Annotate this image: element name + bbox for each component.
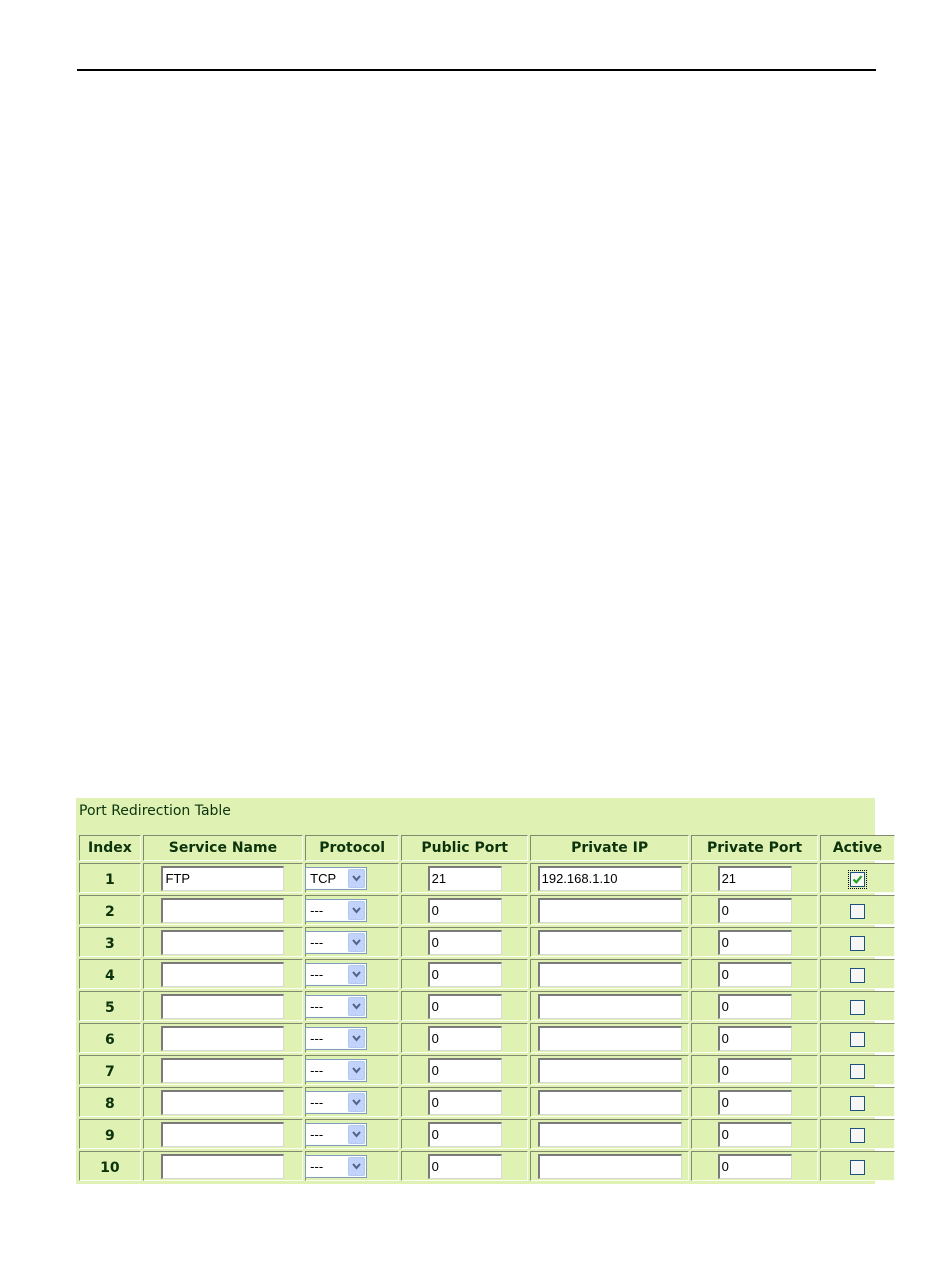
private-ip-cell (530, 895, 689, 925)
service-name-cell (143, 959, 303, 989)
service-name-input[interactable] (161, 930, 284, 955)
private-ip-cell (530, 1055, 689, 1085)
protocol-select[interactable] (305, 867, 367, 890)
private-port-input[interactable]: 0 (718, 1090, 792, 1115)
private-ip-input[interactable] (538, 962, 682, 987)
public-port-cell (401, 863, 528, 893)
protocol-select-value: --- (310, 934, 324, 950)
public-port-cell (401, 991, 528, 1021)
public-port-input[interactable]: 0 (428, 1090, 502, 1115)
public-port-cell (401, 1151, 528, 1181)
row-index: 1 (105, 871, 115, 888)
protocol-select-value: --- (310, 966, 324, 982)
active-checkbox[interactable] (850, 968, 865, 983)
active-cell (820, 1151, 895, 1181)
private-ip-cell (530, 1023, 689, 1053)
service-name-cell (143, 863, 303, 893)
protocol-select-value: --- (310, 998, 324, 1014)
protocol-select-value: --- (310, 902, 324, 918)
private-ip-input[interactable] (538, 898, 682, 923)
public-port-input[interactable]: 0 (428, 1122, 502, 1147)
private-port-cell (691, 1055, 818, 1085)
active-checkbox[interactable] (850, 1160, 865, 1175)
private-port-input[interactable]: 0 (718, 898, 792, 923)
private-port-cell (691, 895, 818, 925)
service-name-input[interactable] (161, 1154, 284, 1179)
private-ip-input[interactable] (538, 994, 682, 1019)
column-header-private-port: Private Port (691, 835, 818, 861)
private-ip-input[interactable] (538, 1090, 682, 1115)
table-body (79, 863, 895, 1181)
public-port-cell (401, 927, 528, 957)
private-ip-cell (530, 863, 689, 893)
protocol-cell (305, 927, 399, 957)
service-name-input[interactable] (161, 994, 284, 1019)
public-port-input[interactable]: 21 (428, 866, 502, 891)
private-port-cell (691, 1151, 818, 1181)
service-name-input[interactable] (161, 1058, 284, 1083)
column-header-active: Active (820, 835, 895, 861)
active-cell (820, 991, 895, 1021)
protocol-cell (305, 1087, 399, 1117)
index-cell (79, 1087, 141, 1117)
private-ip-input[interactable] (538, 1122, 682, 1147)
service-name-cell (143, 895, 303, 925)
private-port-cell (691, 1119, 818, 1149)
protocol-select[interactable] (305, 899, 367, 922)
table-row (79, 991, 895, 1021)
private-port-cell (691, 1087, 818, 1117)
row-index: 10 (100, 1159, 120, 1176)
table-row (79, 1119, 895, 1149)
active-checkbox[interactable] (850, 1128, 865, 1143)
private-ip-input[interactable] (538, 1026, 682, 1051)
table-row (79, 1087, 895, 1117)
active-cell (820, 863, 895, 893)
protocol-select-value: --- (310, 1030, 324, 1046)
chevron-down-icon[interactable] (348, 933, 365, 952)
private-port-input[interactable]: 0 (718, 930, 792, 955)
public-port-cell (401, 1023, 528, 1053)
protocol-select-value: --- (310, 1158, 324, 1174)
service-name-cell (143, 927, 303, 957)
private-ip-cell (530, 991, 689, 1021)
private-ip-input[interactable] (538, 930, 682, 955)
service-name-input[interactable] (161, 1026, 284, 1051)
private-ip-cell (530, 927, 689, 957)
row-index: 5 (105, 999, 115, 1016)
row-index: 8 (105, 1095, 115, 1112)
public-port-input[interactable]: 0 (428, 930, 502, 955)
protocol-select[interactable] (305, 1091, 367, 1114)
protocol-select[interactable] (305, 963, 367, 986)
table-header-row (79, 835, 895, 861)
public-port-cell (401, 1087, 528, 1117)
private-port-cell (691, 863, 818, 893)
active-checkbox[interactable] (850, 936, 865, 951)
private-ip-cell (530, 1119, 689, 1149)
row-index: 7 (105, 1063, 115, 1080)
private-port-input[interactable]: 0 (718, 1122, 792, 1147)
public-port-input[interactable]: 0 (428, 962, 502, 987)
protocol-select[interactable] (305, 1155, 367, 1178)
active-cell (820, 959, 895, 989)
active-checkbox[interactable] (850, 1064, 865, 1079)
private-ip-cell (530, 959, 689, 989)
private-ip-input[interactable] (538, 1058, 682, 1083)
service-name-cell (143, 1023, 303, 1053)
public-port-input[interactable]: 0 (428, 1058, 502, 1083)
active-checkbox[interactable] (850, 872, 865, 887)
private-ip-cell (530, 1151, 689, 1181)
service-name-input[interactable]: FTP (161, 866, 284, 891)
chevron-down-icon[interactable] (348, 1061, 365, 1080)
chevron-down-icon[interactable] (348, 965, 365, 984)
index-cell (79, 1055, 141, 1085)
active-cell (820, 1023, 895, 1053)
protocol-cell (305, 1119, 399, 1149)
active-cell (820, 927, 895, 957)
public-port-cell (401, 1119, 528, 1149)
private-ip-input[interactable] (538, 1154, 682, 1179)
row-index: 2 (105, 903, 115, 920)
private-port-input[interactable]: 0 (718, 1058, 792, 1083)
column-header-private-ip: Private IP (530, 835, 689, 861)
index-cell (79, 1151, 141, 1181)
private-port-cell (691, 1023, 818, 1053)
protocol-cell (305, 959, 399, 989)
private-ip-input[interactable]: 192.168.1.10 (538, 866, 682, 891)
public-port-input[interactable]: 0 (428, 994, 502, 1019)
index-cell (79, 863, 141, 893)
column-header-public-port: Public Port (401, 835, 528, 861)
protocol-cell (305, 1023, 399, 1053)
index-cell (79, 1119, 141, 1149)
protocol-cell (305, 1055, 399, 1085)
active-cell (820, 1087, 895, 1117)
panel-title: Port Redirection Table (79, 803, 231, 819)
table-row (79, 1151, 895, 1181)
protocol-select[interactable] (305, 1059, 367, 1082)
service-name-input[interactable] (161, 962, 284, 987)
protocol-select[interactable] (305, 995, 367, 1018)
protocol-select[interactable] (305, 1027, 367, 1050)
active-checkbox[interactable] (850, 1032, 865, 1047)
service-name-cell (143, 1055, 303, 1085)
protocol-cell (305, 1151, 399, 1181)
protocol-cell (305, 895, 399, 925)
private-ip-cell (530, 1087, 689, 1117)
chevron-down-icon[interactable] (348, 1125, 365, 1144)
active-cell (820, 1119, 895, 1149)
private-port-input[interactable]: 0 (718, 994, 792, 1019)
column-header-service-name: Service Name (143, 835, 303, 861)
active-checkbox[interactable] (850, 1000, 865, 1015)
service-name-input[interactable] (161, 1122, 284, 1147)
private-port-cell (691, 927, 818, 957)
page-header-rule (77, 69, 876, 71)
public-port-cell (401, 1055, 528, 1085)
index-cell (79, 895, 141, 925)
active-checkbox[interactable] (850, 904, 865, 919)
table-row (79, 863, 895, 893)
public-port-input[interactable]: 0 (428, 1154, 502, 1179)
protocol-select-value: --- (310, 1094, 324, 1110)
table-row (79, 959, 895, 989)
service-name-cell (143, 991, 303, 1021)
chevron-down-icon[interactable] (348, 1093, 365, 1112)
chevron-down-icon[interactable] (348, 1029, 365, 1048)
table-row (79, 1055, 895, 1085)
private-port-input[interactable]: 0 (718, 1154, 792, 1179)
public-port-input[interactable]: 0 (428, 898, 502, 923)
public-port-input[interactable]: 0 (428, 1026, 502, 1051)
active-cell (820, 1055, 895, 1085)
service-name-cell (143, 1119, 303, 1149)
table-row (79, 1023, 895, 1053)
index-cell (79, 991, 141, 1021)
index-cell (79, 959, 141, 989)
protocol-select-value: TCP (310, 870, 337, 886)
service-name-input[interactable] (161, 1090, 284, 1115)
row-index: 3 (105, 935, 115, 952)
service-name-cell (143, 1087, 303, 1117)
active-checkbox[interactable] (850, 1096, 865, 1111)
chevron-down-icon[interactable] (348, 1157, 365, 1176)
chevron-down-icon[interactable] (348, 869, 365, 888)
table-row (79, 895, 895, 925)
protocol-cell (305, 991, 399, 1021)
public-port-cell (401, 959, 528, 989)
private-port-input[interactable]: 21 (718, 866, 792, 891)
column-header-protocol: Protocol (305, 835, 399, 861)
private-port-cell (691, 991, 818, 1021)
checkmark-icon (852, 874, 863, 885)
row-index: 9 (105, 1127, 115, 1144)
private-port-cell (691, 959, 818, 989)
protocol-cell (305, 863, 399, 893)
row-index: 6 (105, 1031, 115, 1048)
chevron-down-icon[interactable] (348, 901, 365, 920)
private-port-input[interactable]: 0 (718, 962, 792, 987)
port-redirection-table (77, 833, 897, 1183)
port-redirection-panel (76, 798, 883, 1184)
public-port-cell (401, 895, 528, 925)
chevron-down-icon[interactable] (348, 997, 365, 1016)
table-row (79, 927, 895, 957)
column-header-index: Index (79, 835, 141, 861)
protocol-select[interactable] (305, 1123, 367, 1146)
protocol-select-value: --- (310, 1062, 324, 1078)
service-name-cell (143, 1151, 303, 1181)
active-cell (820, 895, 895, 925)
protocol-select[interactable] (305, 931, 367, 954)
service-name-input[interactable] (161, 898, 284, 923)
protocol-select-value: --- (310, 1126, 324, 1142)
index-cell (79, 1023, 141, 1053)
row-index: 4 (105, 967, 115, 984)
private-port-input[interactable]: 0 (718, 1026, 792, 1051)
index-cell (79, 927, 141, 957)
